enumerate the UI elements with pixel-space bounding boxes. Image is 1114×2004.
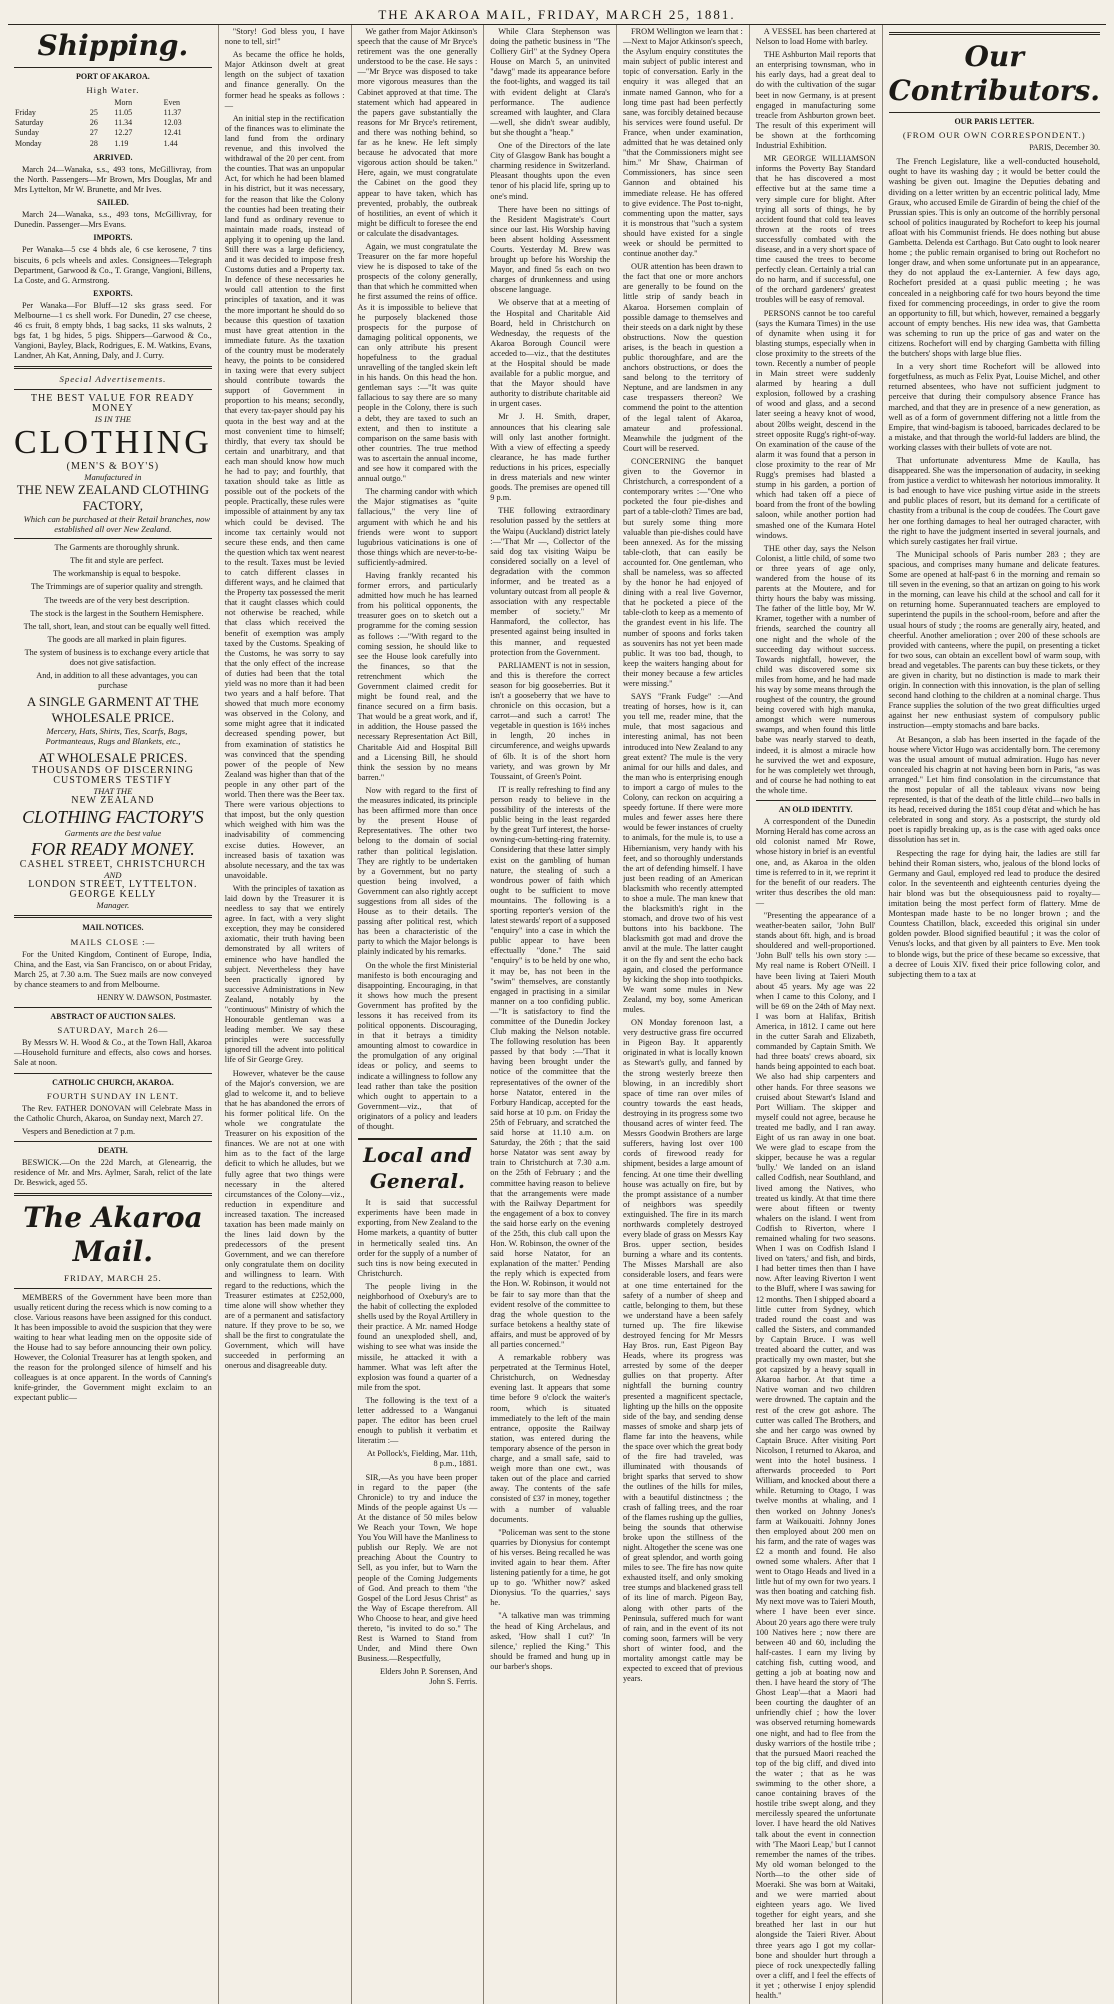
local-paragraph: It is said that successful experiments have been made in exporting, from New Zealand to the Home markets, a quantity of butter in hermetically sealed tins. An order for the supply of a number of such tins is now being executed in Christchurch.	[357, 1198, 478, 1278]
tide-cell: 26	[89, 118, 98, 128]
local-paragraph: SIR,—As you have been proper in regard to the paper (the Chronicle) to try and induce the Minds of the people against Us —At the distance of 50 miles below We Reach your Town, We hope You You Will have the Manliness to publish our Reply. We are not preaching About the Country to Sell, as you infer, but to Warn the people of the Coming Judgements of God. And preach to them "the Gospel of the Lord Jesus Christ" as the Way of Escape therefrom. All Who Choose to hear, and give heed thereto, "is invited to do so." The Rest is Warned to Stand from Under, and Mind there Own Business.—Respectfully,	[357, 1472, 478, 1664]
sailed-text: March 24—Wanaka, s.s., 493 tons, McGillivray, for Dunedin. Passenger—Mrs Evans.	[14, 210, 212, 230]
news-paragraph: CONCERNING the banquet given to the Governor in Christchurch, a correspondent of a contemporary writes :—"One who pocketed the four pie-dishes and part of a table-cloth? Times are bad, but surely some thing more valuable than pie-dishes could have been annexed. As for the missing table-cloth, that can easily be accounted for. One gentleman, who shall be nameless, was so affected by the honor he had enjoyed of dining with a real live Governor, that he pocketed a piece of the table-cloth to keep as a memento of the grandest event in his life. The number of spoons and forks taken as souvenirs has not yet been made public. It was too bad, though, to keep the waiters hanging about for their money because a few articles were missing."	[623, 456, 743, 688]
ad-line: Garments are the best value	[64, 827, 162, 838]
tide-cell: 25	[89, 108, 98, 118]
news-paragraph: Mr J. H. Smith, draper, announces that his clearing sale will only last another fortnight. With a view of effecting a speedy clearance, he has made further reductions in his prices, especially in dress materials and new winter goods. The premises are opened till 9 p.m.	[490, 412, 611, 503]
ad-line: CLOTHING FACTORY'S	[22, 806, 204, 827]
mail-heading: MAIL NOTICES.	[82, 923, 144, 933]
divider	[14, 366, 212, 369]
divider	[889, 32, 1100, 35]
editorial-paragraph: With the principles of taxation as laid down by the Treasurer it is needless to say that we entirely agree. In fact, with a very slight exception, they may be considered axiomatic, their truth having been demonstrated by all writers of eminence who have handled the subject. Nevertheless they have been practically ignored by successive Administrations in New Zealand, notably by the "continuous" Ministry of which the Honourable gentleman was a leading member. We say these principles were successfully ignored till the advent into political life of Sir George Grey.	[224, 883, 345, 1065]
tide-header-row	[14, 98, 212, 108]
editorial-paragraph: As became the office he holds, Major Atkinson dwelt at great length on the subject of taxation and finance generally. On the former head he speaks as follows :—	[224, 50, 345, 110]
church-sub: FOURTH SUNDAY IN LENT.	[46, 1090, 179, 1101]
ad-item: The tall, short, lean, and stout can be equally well fitted.	[23, 621, 211, 631]
tide-cell: 11.34	[114, 118, 133, 128]
paris-dateline: PARIS, December 30.	[1029, 143, 1100, 153]
ad-item: The workmanship is equal to bespoke.	[53, 569, 181, 579]
ad-item: The Trimmings are of superior quality and strength.	[30, 582, 203, 592]
ad-line: THE NEW ZEALAND CLOTHING FACTORY,	[16, 482, 209, 513]
shipping-heading: Shipping.	[37, 29, 189, 62]
column-3	[352, 25, 485, 2004]
ad-line: Mercery, Hats, Shirts, Ties, Scarfs, Bags, Portmanteaus, Rugs and Blankets, etc.,	[45, 726, 188, 747]
high-water-heading: High Water.	[86, 85, 140, 96]
news-paragraph: ON Monday forenoon last, a very destructive grass fire occurred in Pigeon Bay. It apparently originated in what is locally known as Stewart's gully, and fanned by the strong westerly breeze then blowing, in an incredibly short space of time ran over miles of country towards the east heads, destroying in its progress some two thousand acres of winter feed. The Messrs Goodwin Brothers are large sufferers, having lost over 100 cords of firewood ready for shipment, besides a large amount of fencing. At one time their dwelling house was actually on fire, but by the prompt assistance of a number of neighbors was speedily extinguished. The fire in its march northwards completely destroyed every blade of grass on Messrs Kay Bros. upper section, besides burning a whare and its contents. The Misses Marshall are also considerable losers, and fears were at one time entertained for the safety of a number of sheep and cattle, belonging to them, but these we understand have a been safely turned up. The fire likewise destroyed fencing for Mr Messrs Hay Bros. run, East Pigeon Bay Heads, where its progress was arrested by some of the deeper gullies on that property. After nightfall the burning country presented a magnificent spectacle, lighting up the hills on the opposite side of the bay, and sending dense masses of smoke and sharp jets of flame far into the heavens, while the space over which the great body of the fire had traveled, was illuminated with thousands of bright sparks that served to show the outlines of the hills for miles, with a beautiful distinctness ; the crash of falling trees, and the roar of the flames rushing up the gullies, being the sounds that otherwise broke upon the stillness of the night. Altogether the scene was one of great splendor, and worth going miles to see. The fire has now quite exhausted itself, and only smoking tree stumps and blackened grass tell of its line of march. Pigeon Bay, along with other parts of the Peninsula, suffered much for want of rain, and in the event of its not coming soon, farmers will be very short of winter food, and the mortality amongst cattle may be expected to exceed that of previous years.	[623, 1018, 743, 1684]
editorial-paragraph: The charming candor with which the Major stigmatises as "quite fallacious," the very line of argument with which he and his friends were wont to support lugubrious vaticinations is one of those things which are never-to-be-sufficiently-admired.	[357, 487, 478, 567]
news-paragraph: IT is really refreshing to find any person ready to believe in the possibility of the interests of the public being in the least regarded by the great Turf interest, the horse-owning-cum-betting-ring fraternity. Considering that these latter simply exist on the gambling of human nature, the stealing of such a wondrous power of faith which ought to be sufficient to move mountains. The following is a sporting reporter's version of the latest stewards' report of a supposed "enquiry" into a case in which the public appear to have been effectually "done." The said "enquiry" is to be held by one who, it may be, has not been in the "swim" themselves, are constantly engaged in practising in a similar manner on a too confiding public.—"It is satisfactory to find the committee of the Dunedin Jockey Club making the Nelson notable. The following resolution has been passed by that body :—'That it having been brought under the notice of the committee that the representatives of the owner of the horse Natator, entered in the Forbury Handicap, accepted for the said horse at 10 p.m. on Friday the 25th of February, and scratched the said horse at 11.10 a.m. on Saturday, the 26th ; that the said horse Natator was sent away by train to Christchurch at 7.30 a.m. on the 25th of February ; and the committee having reason to believe that the arrangements were made with the Railway Department for the engagement of a box to convey the said horse early on the evening of the 25th, this club call upon the Hon. W. Robinson, the owner of the said horse Natator, for an explanation of the matter.' Pending the reply which is expected from the Hon. W. Robinson, it would not be fair to say more than that the evident resolve of the committee to drag the whole question to the surface betokens a healthy state of affairs, and must be approved of by all parties concerned."	[490, 784, 611, 1349]
divider	[14, 1141, 212, 1142]
paris-paragraph: The French Legislature, like a well-conducted household, ought to have its washing day ; it would be better could the washing be given out. Imagine the Deputies debating and dividing on a letter written by an eccentric political lady, Mme Graux, who accused Emile de Girardin of being the chief of the Prussian spies. This is only an outcome of the horribly personal school of politics inaugurated by Rochefort to keep his journal afloat with his Communist friends. He does nothing but abuse Gambetta. Delenda est Carthago. But Cato ought to look nearer home ; the public remain organised to bring out Rochefort no longer draw, and when some unfortunate put in an appearance, they do not applaud the ex-Lanternier. A few days ago, Rochefort presided at a quasi public meeting ; he was concealed in a neighboring café for two hours beyond the time fixed for commencing proceedings, in order to give the room an opportunity to fill, but which, however, remained a beggarly account of empty benches. His new idea was, that Gambetta was scheming to run up the price of gas and water on the citizens. Rochefort will end by charging Gambetta with filling the butchers' shops with large blue flies.	[888, 157, 1100, 359]
paris-paragraph: That unfortunate adventuress Mme de Kaulla, has disappeared. She was the impersonation of audacity, in seeking from justice a verdict to whitewash her notorious immorality. It is bad enough to have vice pushing virtue aside in the streets and public places of resort, but its demand for a certificate of chastity from a tribunal is the coup de coudées. The Court gave her one forthing damages to heal her outraged character, with the right to have the judgment inserted in several journals, and which surely castigates her frail virtue.	[888, 456, 1100, 546]
column-5	[617, 25, 750, 2004]
tide-cell: Friday	[15, 108, 36, 118]
ad-item: The system of business is to exchange every article that does not give satisfaction.	[24, 647, 210, 668]
tide-header-cell	[14, 98, 89, 108]
divider	[14, 538, 212, 539]
columns	[8, 25, 1106, 2000]
arrived-heading: ARRIVED.	[93, 152, 133, 162]
arrived-text: March 24—Wanaka, s.s., 493 tons, McGillivray, from the North. Passengers—Mr Brown, Mrs Douglas, Mr and Mrs Lyttelton, Mr W. Brunette, and Mr Ives.	[14, 164, 212, 194]
paris-letter-heading: OUR PARIS LETTER.	[954, 117, 1035, 126]
local-paragraph: Elders John P. Sorensen, And John S. Ferris.	[380, 1667, 478, 1687]
exports-text: Per Wanaka—For Bluff—12 sks grass seed. For Melbourne—1 cs shell work. For Dunedin, 27 cse cheese, 46 cs fruit, 8 empty bhds, 1 bag sacks, 11 sks walnuts, 2 bgs fat, 1 bg hides, 5 pigs. Shippers—Garwood & Co., Vangioni, Bayley, Black, Rodrigues, E. M. Watkins, Evans, Landner, Ah Kat, Anning, Daly, and J. Curry.	[14, 300, 212, 361]
death-heading: DEATH.	[97, 1146, 128, 1156]
tide-cell: 12.41	[163, 128, 182, 138]
local-paragraph: The people living in the neighborhood of Oxebury's are to the habit of collecting the exploded shells used by the Royal Artillery in their practice. A Mr. named Hodge found an unexploded shell, and, wishing to see what was inside the missile, he attacked it with a hammer. What was left after the explosion was found a quarter of a mile from the spot.	[357, 1281, 478, 1392]
editorial-paragraph: "Story! God bless you, I have none to tell, sir!"	[224, 27, 345, 47]
contributors-heading: Our Contributors.	[888, 40, 1100, 107]
mail-text: For the United Kingdom, Continent of Europe, India, China, and the East, via San Francisco, on or about Friday, March 25, at 7.30 a.m. The Suez mails are now conveyed by chance steamers to and from Melbourne.	[14, 949, 212, 989]
column-2	[219, 25, 352, 2004]
column-7	[883, 25, 1106, 2004]
auction-text: By Messrs W. H. Wood & Co., at the Town Hall, Akaroa—Household furniture and effects, also cows and horses. Sale at noon.	[14, 1038, 212, 1068]
auction-date: SATURDAY, March 26—	[57, 1025, 169, 1036]
tide-row	[14, 128, 212, 138]
news-paragraph: There have been no sittings of the Resident Magistrate's Court since our last. His Worship having been absent holding Assessment Courts. Yesterday M. Brew was brought up before his Worship the Mayor, and fined 5s each on two charges of drunkenness and using obscene language.	[490, 204, 611, 295]
port-heading: PORT OF AKAROA.	[76, 72, 150, 81]
ad-line: IS IN THE	[94, 413, 132, 424]
newspaper-page	[8, 6, 1106, 2000]
paris-letter-from: (FROM OUR OWN CORRESPONDENT.)	[902, 130, 1086, 141]
tide-cell: 11.05	[114, 108, 133, 118]
paris-paragraph: In a very short time Rochefort will be allowed into forgetfulness, as much as Felix Pyat, Louise Michel, and other returned absentees, who have not sufficient judgment to perceive that during their compulsory absence France has marched, and that they are in presence of a new generation, as well as of a form of government differing not a little from the Empire, that wind-bagism is tabooed, barricades declared to be a mistake, and that through the world-ful ladders are blind, the working classes with their bullets of vote are not.	[888, 362, 1100, 452]
paris-paragraph: At Besançon, a slab has been inserted in the façade of the house where Victor Hugo was accidentally born. The ceremony was the usual amount of mutual admiration. Hugo has never concealed his chagrin at not having been born in Paris, "as was arranged." Let him find consolation in the circumstance that the most popular of all the tableaux vivans now being represented, is that of the death of the little child—two balls in its head, received during the 1851 coup d'état and which he has celebrated in song and story. As a postscript, the sturdy old poet is rapidly breaking up, as is the case with aged oaks once dissolution has set in.	[888, 734, 1100, 845]
clothing-advertisement	[14, 394, 212, 911]
divider	[14, 1288, 212, 1289]
ad-line: THAT THE	[93, 785, 133, 796]
divider	[14, 915, 212, 918]
divider	[14, 1007, 212, 1008]
news-paragraph: While Clara Stephenson was doing the pathetic business in "The Colliery Girl" at the Sydney Opera House on March 5, an uninvited "dawg" made its appearance before the foot-lights, and wagged its tail with evident delight at Clara's performance. The audience screamed with laughter, and Clara—well, she didn't swear audibly, but she thought a "heap."	[490, 27, 611, 137]
ad-item: The stock is the largest in the Southern Hemisphere.	[30, 608, 204, 618]
ad-item: The goods are all marked in plain figures.	[47, 634, 187, 644]
news-paragraph: One of the Directors of the late City of Glasgow Bank has bought a charming residence in Switzerland. Pleasant thoughts upon the even tenor of his placid life, spring up to one's mind.	[490, 141, 611, 201]
column-6	[750, 25, 883, 2004]
church-vespers: Vespers and Benediction at 7 p.m.	[22, 1126, 136, 1136]
ad-line: Which can be purchased at their Retail branches, now established all over New Zealand.	[23, 514, 211, 535]
tide-cell: 12.27	[114, 128, 133, 138]
exports-heading: EXPORTS.	[93, 288, 133, 298]
divider	[756, 800, 876, 801]
ad-headline: CLOTHING	[14, 423, 212, 461]
akaroa-mail-title: The Akaroa Mail.	[23, 1201, 203, 1269]
tide-cell: 1.19	[114, 138, 129, 148]
news-paragraph: THE other day, says the Nelson Colonist, a little child, of some two or three years of age only, wandered from the house of its parents at the Moutere, and for thirty hours the baby was missing. The father of the little boy, Mr W. Kramer, together with a number of friends, searched the country all one night and the whole of the succeeding day without success. Towards nightfall, however, the child was discovered some six miles from home, and he had made his way by some means through the roughest of the country, the ground being covered with high manuka, amongst which were numerous swamps, and when found this little babe was nearly starved to death, indeed, it is almost a miracle how he survived the wet and exposure, for he was completely wet through, and of course he had nothing to eat the whole time.	[755, 543, 876, 795]
editorial-paragraph: We gather from Major Atkinson's speech that the cause of Mr Bryce's retirement was the one generally understood to be the case. He says :—"Mr Bryce was disposed to take more vigorous measures than the Cabinet approved at that time. The statement which had appeared in the papers gave substantially the reasons for Mr Bryce's retirement, and there was nothing behind, so far as he knew. He left simply because he advocated that more vigorous action should be taken." Here, again, we must congratulate the Cabinet on the good they appear to have taken, which has prevented, probably, the outbreak of hostilities, an event of which it might be difficult to foresee the end or calculate the disadvantages.	[357, 27, 478, 238]
tide-row	[14, 108, 212, 118]
identity-paragraph: "Presenting the appearance of a weather-beaten sailor, 'John Bull' stands about 6ft. high, and is broad shouldered and well-proportioned. 'John Bull' tells his own story :—My real name is Robert O'Neill. I have been living at Taieri Mouth about 45 years. My age was 22 when I came to this Colony, and I will be 69 on the 24th of May next. I was born at Halifax, British America, in 1812. I came out here in the cutter Sarah and Elizabeth, commanded by Captain Smith. We had three boats' crews aboard, six hands being appointed to each boat. We also had ship carpenters and other hands. For three seasons we cruised about Stewart's Island and Port William. The skipper and myself could not agree, because he treated me badly, and I ran away. Eight of us ran away in one boat. We were glad to escape from the skipper, because he was a regular 'bully.' We landed on an island called Codfish, near Southland, and lived among the Natives, who treated us kindly. At that time there were about fifteen or twenty whalers on the island. I went from Codfish to Riverton, where I remained whaling for two seasons. When I was on Codfish Island I lived on 'taters,' and fish, and birds, I had better times then than I have now. After leaving Riverton I went to the Bluff, where I was sawing for 12 months. Then I shipped aboard a little cutter from Sydney, which traded round the coast and was called the Sisters, and commanded by Captain Bruce. I was well treated aboard the cutter, and was practically my own master, but she got capsized by a heavy squall in Akaroa harbor. At that time a Native woman and two children were drowned. The captain and the rest of the crew got ashore. The cutter was called The Brothers, and she and her cargo was owned by Captain Bruce. After visiting Port Nicolson, I returned to Akaroa, and went into the hotel business. I afterwards proceeded to Port William, and knocked about there a while. Returning to Otago, I was twelve months at whaling, and I then worked on Johnny Jones's farm at Waikouaiti. Johnny Jones then employed about 200 men on his farm, and the rate of wages was £2 a month and found. He also owned some whalers. After that I went to Otago Heads and lived in a little hut of my own for two years. I was then boating and catching fish. My next move was to Taieri Mouth, where I have been ever since. About 20 years ago there were truly 100 Natives here ; now there are between 40 and 60, including the half-castes. I earn my living by catching fish, cutting wood, and getting a job at boating now and then. I have heard the story of 'The Ghost Leap'—that a Maori had been courting the daughter of an unfriendly chief ; how the lover was observed returning homewards one night, and had to flee from the dusky warriors of the hostile tribe ; that the pursued Maori reached the top of the big cliff, and dived into the water ; that as he was swimming to the other shore, a canoe containing braves of the hostile tribe swept along, and they mercilessly speared the unfortunate lover. I have heard the old Natives talk about the event in connection with 'The Maori Leap,' but I cannot remember the names of the tribes. My old woman belonged to the North—to the other side of Moeraki. She was born at Waitaki, and we were married about eighteen years ago. We lived together for eight years, and she breathed her last in our hut alongside the Taieri River. About three years ago I got my collar-bone and shoulder hurt through a piece of rock unexpectedly falling over a cliff, and I feel the effects of it yet ; otherwise I enjoy splendid health."	[755, 910, 876, 2000]
editorial-paragraph: On the whole the first Ministerial manifesto is both encouraging and disappointing. Encouraging, in that it shows how much the present Government has profited by the lessons it has received from its political opponents. Discouraging, in that it betrays a timidity amounting almost to cowardice in the promulgation of any original ideas or policy, and seems to indicate a willingness to follow any lead rather than take the position which ought to appertain to a Government—viz., that of originators of a policy and leaders of thought.	[357, 960, 478, 1132]
auction-heading: ABSTRACT OF AUCTION SALES.	[50, 1012, 176, 1022]
ad-line: THE BEST VALUE FOR READY MONEY	[30, 392, 195, 414]
editorial-paragraph: Having frankly recanted his former errors, and particularly admitted how much he has learned from his political opponents, the treasurer goes on to sketch out a programme for the coming session as follows :—"With regard to the coming session, he should like to see the House look carefully into the finances, so that the retrenchment which the Government claimed credit for might be found real, and the finance secured on a firm basis. That would be a great work, and if, in addition, the House passed the necessary Representation Act Bill, Charitable Aid and Hospital Bill and a Licensing Bill, he should think the session by no means barren."	[357, 570, 478, 782]
paris-paragraph: The Municipal schools of Paris number 283 ; they are spacious, and comprises many humane and delicate features. Some are opened at half-past 6 in the morning and remain so till seven in the evening, so that an artizan on going to his work in the morning, can leave his child at the school and call for it on returning home. Superannuated teachers are employed to superintend the pupils in the school-room, before and after the usual hours of study ; the rooms are generally airy, heated, and cheerful. Another amelioration ; over 200 of these schools are provided with canteens, where the pupil, on presenting a ticket for two sous, can obtain an excellent bowl of warm soup, with bread and vegetables. The parents can buy these tickets, or they are given in charity, but no distinction is made to mark their origin. In connection with this innovation, is the plan of selling second hand clothing to the children at a nominal charge. Thus France supplies the solution of the two great difficulties urged against her new enthusiast system of compulsory public instruction—empty stomachs and bare backs.	[888, 549, 1100, 731]
tide-header-cell: Even	[163, 98, 181, 108]
tide-cell: 12.03	[163, 118, 182, 128]
tide-cell: 27	[89, 128, 98, 138]
divider	[14, 67, 212, 68]
news-paragraph: THE Ashburton Mail reports that an enterprising townsman, who in his early days, had a great deal to do with the cultivation of the sugar beet in now Germany, is at present engaged in manufacturing some treacle from Ashburton grown beet. The result of this experiment will be shown at the forthcoming Industrial Exhibition.	[755, 50, 876, 151]
ad-line: A SINGLE GARMENT AT THE WHOLESALE PRICE.	[26, 694, 199, 726]
ad-item: And, in addition to all these advantages, you can purchase	[36, 671, 198, 691]
ad-line: FOR READY MONEY.	[30, 838, 195, 859]
sailed-heading: SAILED.	[96, 198, 129, 208]
mail-signature: HENRY W. DAWSON, Postmaster.	[97, 993, 212, 1002]
ad-line: (MEN'S & BOY'S)	[66, 460, 160, 472]
ad-line: THOUSANDS OF DISCERNING CUSTOMERS TESTIFY	[31, 764, 194, 786]
editorial-paragraph: However, whatever be the cause of the Major's conversion, we are glad to welcome it, and to believe that he has abandoned the errors of his former political life. On the whole we congratulate the Treasurer on his exposition of the finances. We are not at one with him as to the fact of the large deficit to which he alludes, but we fully agree that two things were necessary in the altered circumstances of the Colony—viz., reduction in expenditure and increased taxation. The increased taxation has been made mainly on the lines laid down by the predecessors of the present Government, and we can therefore only congratulate them on docility and willingness to learn. With regard to the reductions, which the Treasurer estimates at £252,000, time alone will show whether they are of a permanent and satisfactory nature. If they prove to be so, we shall be the first to congratulate the Government, which will have succeeded in performing an onerous and disagreeable duty.	[224, 1068, 345, 1371]
column-1	[8, 25, 219, 2004]
editorial-paragraph: MEMBERS of the Government have been more than usually reticent during the recess which is now coming to a close. Various reasons have been assigned for this conduct. It has been impossible to avoid the suspicion that they were waiting to hear what leading men on the opposite side of the House had to say before announcing their own policy. However, the Colonial Treasurer has at length spoken, and the reason for the prolonged silence of himself and his colleagues is at once apparent. In the words of Canning's knife-grinder, the Government might exclaim to an expectant public—	[14, 1292, 212, 1403]
news-paragraph: "Policeman was sent to the stone quarries by Dionysius for contempt of his verses. Being recalled he was invited again to hear them. After listening patiently for a time, he got up to go. 'Whither now?' asked Dionysius. 'To the quarries,' says he.	[490, 1527, 611, 1608]
ad-item: The Garments are thoroughly shrunk.	[54, 543, 180, 553]
news-paragraph: We observe that at a meeting of the Hospital and Charitable Aid Board, held in Christchurch on Wednesday, the requests of the Akaroa Borough Council were acceded to—viz., that the destitutes at the Hospital should be made available for a public morgue, and that the Mayor should have authority to distribute charitable aid in urgent cases.	[490, 298, 611, 409]
tide-header-cell	[89, 98, 114, 108]
church-heading: CATHOLIC CHURCH, AKAROA.	[52, 1077, 174, 1087]
divider	[14, 1193, 212, 1196]
news-paragraph: "A talkative man was trimming the head of King Archelaus, and asked, 'How shall I cut?' 'In silence,' replied the King." This should be framed and hung up in our barber's shops.	[490, 1611, 611, 1671]
tide-cell: 11.37	[163, 108, 182, 118]
ad-line: AT WHOLESALE PRICES.	[38, 749, 188, 765]
tide-row	[14, 118, 212, 128]
news-paragraph: MR GEORGE WILLIAMSON informs the Poverty Bay Standard that he has discovered a most effective but at the same time a very simple cure for blight. After trying all sorts of things, he by accident found that cold tea leaves thrown at the roots of trees successfully combated with the disease, and in a very short space of time caused the trees to become perfectly clean. Certainly a trial can do no harm, and if successful, one of the orchard gardeners' greatest troubles will be easy of removal.	[755, 154, 876, 305]
ad-line: Manager.	[96, 900, 130, 911]
editorial-paragraph: An initial step in the rectification of the finances was to eliminate the land fund from the ordinary revenue, and this involved the withdrawal of the 20 per cent. from the counties. That was an unpopular Act, for which he had been blamed in his district, but it was necessary, for the reason that like the Colony the counties had been treating their land fund as ordinary revenue to maintain made roads, instead of applying it to opening up the land. Still there was a large deficiency, and it was decided to impose fresh Customs duties and a Property tax. In defence of these necessaries he would call attention to the first principles of taxation, and it was the more important he should do so because this question of taxation must have great attention in the immediate future. As the taxation of the country must be moderately heavy, the points to be considered in taxing were that every subject should contribute towards the support of Government in proportion to his means; secondly, that every tax-payer should pay his quota in the best way and at the most convenient time to himself; thirdly, that every tax should be certain and unarbitrary, and that each man should know how much he had to pay; and fourthly, that taxation should take as little as possible out of the pockets of the people. Practically, these rules were impossible of attainment by any tax which could be devised. The income tax certainly would not secure these ends, and then came the question which tax went nearest to the result. Taxes must be levied to catch different classes in different ways, and he claimed that the Property tax possessed the merit that it caught classes which could not otherwise be reached, while that class which received the benefit of exemption was amply taxed by the Customs. Speaking of the Customs, he was sorry to say that the only effect of the increase of duties had been that the total yield was no more than it had been two years and a half before. That showed that much more economy was observed in the Colony, and some might agree that it indicated decreased spending power, but from examination of statistics he was convinced that the spending power of the people of New Zealand was higher than that of the people in any other part of the world. Then there was the Beer tax. There were various objections to that impost, but the only question which weighed with him was the inadvisability of commencing excise duties. However, an increased basis of taxation was absolute necessary, and the tax was unavoidable.	[224, 113, 345, 880]
tide-row	[14, 139, 212, 149]
tide-cell: 28	[89, 138, 98, 148]
tide-cell: Monday	[15, 138, 42, 148]
news-paragraph: A VESSEL has been chartered at Nelson to load Home with barley.	[755, 27, 876, 47]
tide-header-cell: Morn	[114, 98, 133, 108]
akaroa-mail-date: FRIDAY, MARCH 25.	[64, 1273, 162, 1284]
tide-cell: Saturday	[15, 118, 44, 128]
special-ads-heading: Special Advertisements.	[59, 374, 167, 385]
tide-cell: 1.44	[163, 138, 178, 148]
masthead: THE AKAROA MAIL, FRIDAY, MARCH 25, 1881.	[8, 6, 1106, 25]
church-text: The Rev. FATHER DONOVAN will Celebrate Mass in the Catholic Church, Akaroa, on Sunday next, March 27.	[14, 1103, 212, 1123]
local-paragraph: The following is the text of a letter addressed to a Wanganui paper. The editor has been cruel enough to publish it verbatim et literatim :—	[357, 1395, 478, 1446]
editorial-paragraph: Now with regard to the first of the measures indicated, its principle has been affirmed more than once by the present House of Representatives. The other two belong to the domain of social rather than political legislation. They are rightly to be undertaken by a Government, but no party question being involved, a Government can also rightly accept suggestions from all sides of the House as to their details. The passing after political rest, which has been a characteristic of the party to which the Major belongs is plainly indicated by his remarks.	[357, 785, 478, 957]
ad-line: Manufactured in	[84, 471, 142, 482]
news-paragraph: FROM Wellington we learn that :—Next to Major Atkinson's speech, the Asylum enquiry constitutes the main subject of public interest and topic of conversation. Early in the enquiry it was alleged that an inmate named Gannon, who for a long time past had been perfectly sane, was forcibly detained because his services were found useful. Dr France, when under examination, admitted that he was detained only "that the Commissioners might see him." Mr Shaw, Chairman of Commissioners, has since seen Gannon and obtained his immediate release. He has offered to give evidence. The Post to-night, commenting upon the matter, says it is monstrous that "such a system should have existed for a single week or should be permitted to continue another day."	[623, 27, 743, 259]
column-4	[484, 25, 617, 2004]
divider	[889, 112, 1100, 113]
tide-cell: Sunday	[15, 128, 39, 138]
ad-line: NEW ZEALAND	[71, 794, 155, 806]
local-general-heading: Local and General.	[358, 1138, 478, 1194]
editorial-paragraph: Again, we must congratulate the Treasurer on the far more hopeful view he is disposed to take of the prospects of the colony generally, than that which he committed when he first assumed the reins of office. As it is impossible to believe that he purposely blackened those prospects for the purpose of damaging political opponents, we can only attribute his present hopefulness to the gradual unravelling of the tangled skein left in his hands. On this head the hon. gentleman says :—"It was quite fallacious to say there are so many people in the Colony, there is such a debt, they are taxed to such an extent, and then to institute a comparison on the same basis with other countries. The true method was to ascertain the annual income, and see how it compared with the annual outgo."	[357, 241, 478, 484]
ad-line: LONDON STREET, LYTTELTON.	[28, 879, 198, 891]
imports-heading: IMPORTS.	[93, 233, 133, 243]
old-identity-heading: AN OLD IDENTITY.	[778, 805, 853, 815]
imports-text: Per Wanaka—5 cse 4 bhds ale, 6 cse kerosene, 7 tins biscuits, 6 pcls wheels and axles. Consignees—Telegraph Department, Garwood & Co., T. Grange, Vangioni, Billens, La Coste, and G. Armstrong.	[14, 245, 212, 285]
news-paragraph: THE following extraordinary resolution passed by the settlers at the Waipu (Auckland) district lately :—"That Mr —, Collector of the said dog tax visiting Waipu be considered socially on a level of degradation with the common informer, and be treated as a voluntary outcast from all people & association with any respectable member of society." Mr Hanmaford, the collector, has presented against being insulted in this manner, and requested protection from the Government.	[490, 506, 611, 657]
divider	[14, 1073, 212, 1074]
ad-line: AND	[104, 870, 122, 881]
ad-item: The tweeds are of the very best description.	[44, 595, 190, 605]
ad-line: CASHEL STREET, CHRISTCHURCH	[19, 858, 206, 870]
local-paragraph: At Pollock's, Fielding, Mar. 11th, 8 p.m., 1881.	[366, 1449, 478, 1469]
news-paragraph: A remarkable robbery was perpetrated at the Terminus Hotel, Christchurch, on Wednesday evening last. It appears that some time before 9 o'clock the waiter's room, which is situated immediately to the left of the main entrance, opposite the Railway station, was entered during the temporary absence of the person in charge, and a small safe, said to weigh more than one cwt., was taken out of the place and carried away. The contents of the safe consisted of £37 in money, together with a number of valuable documents.	[490, 1353, 611, 1524]
paris-paragraph: Respecting the rage for dying hair, the ladies are still far behind their Roman sisters, who, jealous of the blond locks of Germany and Gaul, employed red lead to produce the desired color. In the seventeenth and eighteenth centuries dyeing the hair blond was but the obsequiousness paid to royalty—imitation being the most perfect form of flattery. Mme de Montespan made haste to be no longer brown ; and the Countess Chatillon, black, exceeded this original sin under golden powder. Blood signified beautiful ; it was the color of Venus's locks, and that given by all painters to Eve. Men took to blonde wigs, but the price of these became so excessive, that a decree of Louis XIV. fixed their price following color, and subjecting them to a tax at	[888, 848, 1100, 979]
tide-table	[14, 98, 212, 148]
news-paragraph: SAYS "Frank Fudge" :—And treating of horses, how is it, can you tell me, reader mine, that the mule, that most sagacious and interesting animal, has not been introduced into New Zealand to any great extent? The mule is the very animal for our hills and dales, and the man who is enterprising enough to import a cargo of mules to the Colony, can reckon on acquiring a speedy fortune. If there were more mules and fewer asses here there would be fewer instances of cruelty to animals, for the mule is, to use a Hibernianism, very handy with his feet, and so thoroughly understands the art of defending himself. I have just been reading of an American blacksmith who recently attempted to shoe a mule. The man knew that the blacksmith's right in the stomach, and drove two of his vest buttons into his backbone. The blacksmith got mad and drove the anvil at the mule. The latter caught it on the fly and sent the echo back again, and closed the performance by kicking the shop into toothpicks. We want some mules in New Zealand, my boy, some American mules.	[623, 692, 743, 1014]
mail-sub: MAILS CLOSE :—	[70, 936, 156, 947]
divider	[14, 389, 212, 390]
ad-item: The fit and style are perfect.	[70, 556, 164, 566]
news-paragraph: PARLIAMENT is not in session, and this is therefore the correct season for big gooseberries. But it isn't a gooseberry that we have to chronicle on this occasion, but a carrot—and such a carrot! The vegetable in question is 16½ inches in length, 20 inches in circumference, and weighs upwards of 6lb. It is of the short horn variety, and was grown by Mr Toussaint, of Green's Point.	[490, 660, 611, 781]
news-paragraph: PERSONS cannot be too careful (says the Kumara Times) in the use of dynamite when using it for blasting stumps, especially when in close proximity to the streets of the town. Recently a number of people in Main street were suddenly alarmed by hearing a dull explosion, followed by a crashing of wood and glass, and a second later seeing a heavy knot of wood, about 20lbs weight, descend in the street opposite Rugg's right-of-way. On examination of the cause of the alarm it was found that a person in close proximity to the rear of Mr Rugg's premises had blasted a stump in his garden, a portion of which had taken off a piece of board from the front of the bowling saloon, while another portion had smashed one of the Kumara Hotel windows.	[755, 308, 876, 540]
death-text: BESWICK.—On the 22d March, at Glenearrig, the residence of Mr. and Mrs. Aylmer, Sarah, relict of the late Dr. Beswick, aged 55.	[14, 1158, 212, 1188]
news-paragraph: OUR attention has been drawn to the fact that one or more anchors are generally to be found on the little strip of sandy beach in Akaroa. Horsemen complain of possible damage to themselves and their steeds on a dark night by these obstructions. Now the question arises, is the beach in question a public thoroughfare, and are the anchors obstructions, or does the sand belong to the territory of Neptune, and are landsmen in any case trespassers thereon? We commend the point to the attention of the legal talent of Akaroa, amateur and professional. Meanwhile the judgment of the Court will be reserved.	[623, 262, 743, 453]
ad-line: GEORGE KELLY	[69, 889, 157, 901]
identity-paragraph: A correspondent of the Dunedin Morning Herald has come across an old colonist named Mr Rowe, whose history in brief is an eventful one, and, as Akaroa in the olden time is referred to in it, we reprint it for the benefit of our readers. The writer thus describes the old man:—	[755, 817, 876, 907]
